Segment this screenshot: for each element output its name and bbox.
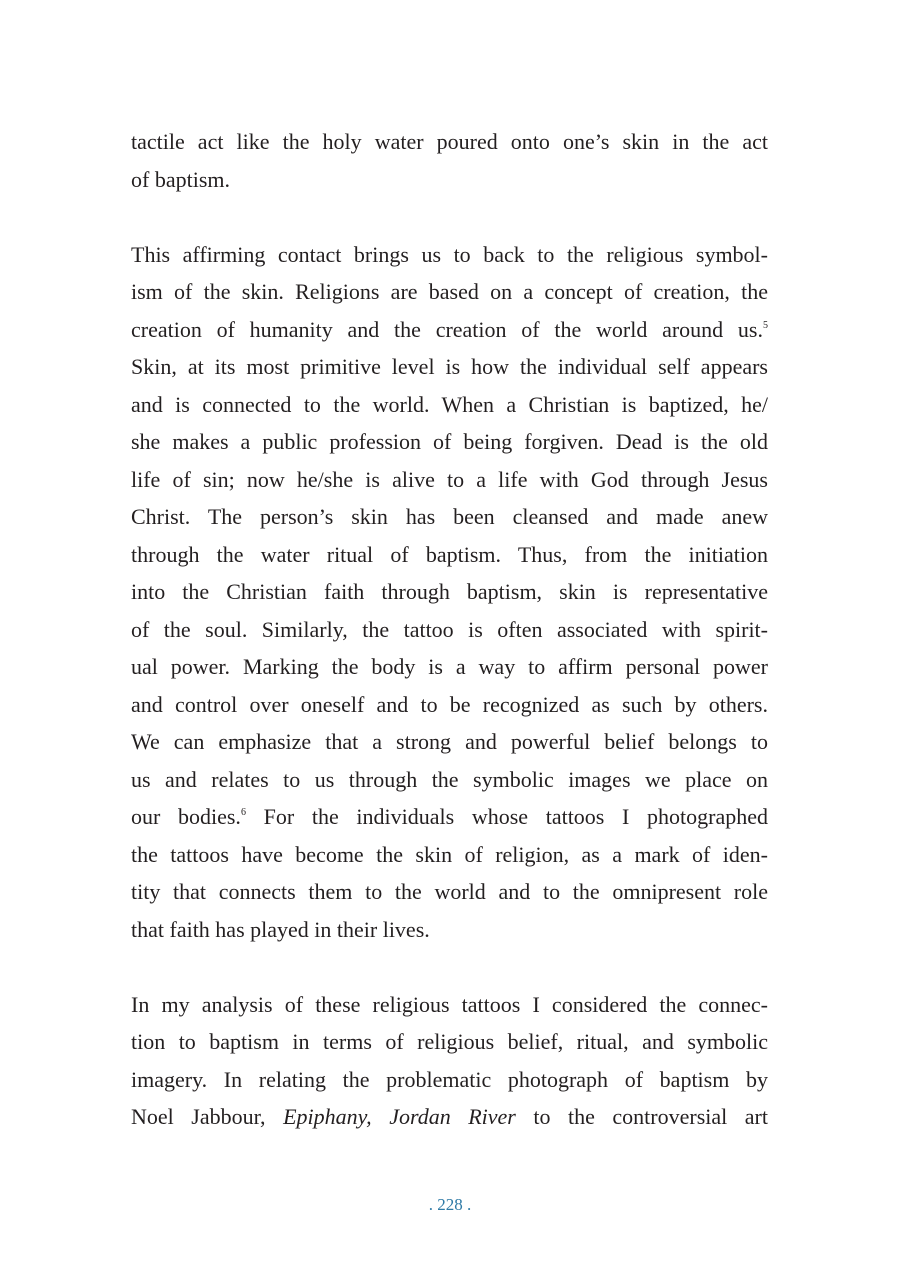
- text-line: tity that connects them to the world and to the omnipresent role: [131, 879, 768, 904]
- text-line: We can emphasize that a strong and powerful belief belongs to: [131, 729, 768, 754]
- text-line: the tattoos have become the skin of religion, as a mark of iden-: [131, 841, 768, 867]
- text-line: [131, 798, 768, 836]
- text-line: of baptism.: [131, 166, 230, 192]
- artwork-title: Epiphany, Jordan River: [283, 1104, 516, 1129]
- text-line: that faith has played in their lives.: [131, 916, 430, 942]
- text-line: imagery. In relating the problematic photograph of baptism by: [131, 1066, 768, 1092]
- text-segment: our bodies.: [131, 804, 241, 829]
- text-line: [131, 1098, 768, 1136]
- page-number: . 228 .: [428, 1195, 472, 1214]
- text-line: and is connected to the world. When a Christian is baptized, he/: [131, 391, 768, 417]
- paragraph-gap: [131, 948, 768, 986]
- text-line: of the soul. Similarly, the tattoo is often associated with spirit-: [131, 616, 768, 642]
- footnote-marker[interactable]: 5: [763, 319, 768, 331]
- text-line: In my analysis of these religious tattoos I considered the connec-: [131, 991, 768, 1017]
- text-line: ism of the skin. Religions are based on a concept of creation, the: [131, 279, 768, 304]
- text-segment: For the individuals whose tattoos I photographed: [245, 804, 768, 829]
- text-line: and control over oneself and to be recognized as such by others.: [131, 691, 768, 717]
- text-segment: creation of humanity and the creation of the world around us.: [131, 316, 763, 342]
- paragraph-3: [131, 986, 768, 1136]
- text-line: tion to baptism in terms of religious belief, ritual, and symbolic: [131, 1029, 768, 1054]
- text-line: tactile act like the holy water poured onto one’s skin in the act: [131, 129, 768, 154]
- paragraph-1: [131, 123, 768, 198]
- text-line: into the Christian faith through baptism, skin is representative: [131, 579, 768, 604]
- text-line: ual power. Marking the body is a way to affirm personal power: [131, 654, 768, 679]
- paragraph-gap: [131, 198, 768, 236]
- text-segment: Noel Jabbour,: [131, 1104, 284, 1129]
- text-segment: to the controversial art: [515, 1104, 768, 1129]
- page-body: [131, 123, 768, 1136]
- text-line: life of sin; now he/she is alive to a life with God through Jesus: [131, 466, 768, 492]
- text-line: she makes a public profession of being forgiven. Dead is the old: [131, 429, 768, 454]
- text-line: This affirming contact brings us to back to the religious symbol-: [131, 241, 768, 267]
- text-line: Skin, at its most primitive level is how the individual self appears: [131, 354, 768, 379]
- text-line: through the water ritual of baptism. Thus, from the initiation: [131, 541, 768, 567]
- text-line: [131, 311, 768, 349]
- footnote-marker[interactable]: 6: [240, 807, 246, 818]
- paragraph-2: [131, 236, 768, 949]
- text-line: Christ. The person’s skin has been cleansed and made anew: [131, 504, 768, 529]
- text-line: us and relates to us through the symbolic images we place on: [131, 766, 768, 792]
